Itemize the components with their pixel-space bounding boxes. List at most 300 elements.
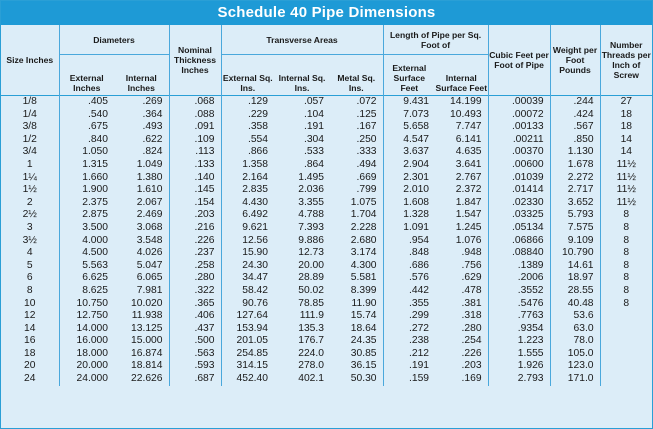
cell-external-in: 12.750	[59, 310, 114, 323]
cell-weight: 123.0	[550, 360, 600, 373]
cell-internal-surface: 1.076	[455, 234, 482, 246]
cell-size: 1½	[22, 184, 37, 196]
cell-internal-in: .364	[142, 108, 163, 120]
cell-size: 2	[26, 196, 33, 208]
cell-thickness: .154	[169, 197, 221, 210]
cell-external-in: .540	[59, 109, 114, 122]
cell-thickness: .365	[169, 298, 221, 311]
cell-thickness: .258	[169, 260, 221, 273]
cell-thickness: .226	[169, 235, 221, 248]
cell-cubic-feet: .00133	[488, 121, 550, 134]
header-external-surface: External Surface Feet	[383, 55, 435, 96]
cell-external-in: 18.000	[59, 348, 114, 361]
cell-cubic-feet: .00211	[488, 134, 550, 147]
cell-weight: 5.793	[550, 209, 600, 222]
cell-internal-in: 2.067	[136, 196, 163, 208]
table-row	[1, 134, 652, 147]
table-row	[1, 172, 652, 185]
pipe-dimensions-table	[1, 25, 652, 386]
cell-internal-sq: 402.1	[298, 373, 324, 385]
cell-internal-in: 1.380	[136, 171, 163, 183]
cell-external-surface: .576	[383, 272, 435, 285]
cell-external-in: 5.563	[59, 260, 114, 273]
cell-weight: .850	[550, 134, 600, 147]
cell-metal-sq: 36.15	[350, 360, 377, 372]
cell-metal-sq: .799	[356, 184, 377, 196]
cell-metal-sq: 3.174	[350, 247, 377, 259]
cell-thickness: .113	[169, 146, 221, 159]
cell-cubic-feet: .06866	[488, 235, 550, 248]
cell-internal-surface: .948	[461, 247, 482, 259]
cell-threads: 18	[600, 109, 652, 122]
cell-external-sq: 24.30	[221, 260, 274, 273]
cell-size: 1/8	[22, 96, 37, 107]
cell-internal-in: 18.814	[131, 360, 163, 372]
table-row	[1, 222, 652, 235]
cell-external-surface: 5.658	[383, 121, 435, 134]
cell-thickness: .203	[169, 209, 221, 222]
cell-thickness: .280	[169, 272, 221, 285]
cell-weight: 171.0	[550, 373, 600, 386]
cell-cubic-feet: .9354	[488, 323, 550, 336]
table-row	[1, 323, 652, 336]
cell-internal-in: 6.065	[136, 272, 163, 284]
cell-internal-sq: 4.788	[298, 209, 324, 221]
cell-size: 24	[24, 373, 36, 385]
cell-internal-surface: .478	[461, 284, 482, 296]
cell-external-sq: 34.47	[221, 272, 274, 285]
cell-external-surface: 2.904	[383, 159, 435, 172]
cell-threads	[600, 373, 652, 386]
table-row	[1, 360, 652, 373]
cell-external-in: 1.660	[59, 172, 114, 185]
cell-internal-sq: 2.036	[298, 184, 324, 196]
cell-weight: 105.0	[550, 348, 600, 361]
cell-external-surface: 1.091	[383, 222, 435, 235]
cell-size: 3/4	[22, 146, 37, 158]
cell-internal-surface: 3.641	[455, 158, 482, 170]
cell-external-in: 4.500	[59, 247, 114, 260]
header-metal-sq: Metal Sq. Ins.	[337, 73, 376, 93]
cell-external-in: 24.000	[59, 373, 114, 386]
cell-internal-sq: 7.393	[298, 221, 324, 233]
header-external-inches: External Inches	[59, 55, 114, 96]
cell-cubic-feet: .2006	[488, 272, 550, 285]
cell-size: 5	[26, 259, 33, 271]
cell-external-in: .840	[59, 134, 114, 147]
cell-external-sq: 9.621	[221, 222, 274, 235]
cell-internal-in: .269	[142, 96, 163, 107]
header-external-sq: External Sq. Ins.	[221, 55, 274, 96]
header-nominal-thickness: Nominal Thickness Inches	[169, 25, 221, 96]
cell-internal-in: 5.047	[136, 259, 163, 271]
cell-weight: 10.790	[550, 247, 600, 260]
cell-thickness: .593	[169, 360, 221, 373]
cell-external-in: 8.625	[59, 285, 114, 298]
cell-internal-in: 11.938	[131, 310, 163, 322]
cell-size: 6	[26, 272, 33, 284]
cell-threads	[600, 348, 652, 361]
header-transverse-areas: Transverse Areas	[221, 25, 383, 55]
cell-size: 1¼	[22, 171, 37, 183]
table-row	[1, 96, 652, 109]
cell-threads: 8	[600, 209, 652, 222]
cell-internal-sq: 135.3	[298, 322, 324, 334]
cell-thickness: .133	[169, 159, 221, 172]
cell-weight: 53.6	[550, 310, 600, 323]
cell-internal-in: .824	[142, 146, 163, 158]
cell-thickness: .406	[169, 310, 221, 323]
cell-external-sq: 15.90	[221, 247, 274, 260]
cell-cubic-feet: .02330	[488, 197, 550, 210]
cell-external-sq: 1.358	[221, 159, 274, 172]
cell-cubic-feet: .08840	[488, 247, 550, 260]
cell-external-sq: .358	[221, 121, 274, 134]
cell-external-sq: .229	[221, 109, 274, 122]
cell-weight: 18.97	[550, 272, 600, 285]
cell-internal-surface: 1.847	[455, 196, 482, 208]
cell-external-surface: 9.431	[383, 96, 435, 109]
cell-external-sq: 90.76	[221, 298, 274, 311]
cell-external-sq: 6.492	[221, 209, 274, 222]
cell-thickness: .500	[169, 335, 221, 348]
cell-size: 20	[24, 360, 36, 372]
cell-internal-in: 22.626	[131, 373, 163, 385]
cell-internal-in: 13.125	[131, 322, 163, 334]
cell-threads: 8	[600, 260, 652, 273]
cell-threads: 14	[600, 134, 652, 147]
cell-metal-sq: 2.680	[350, 234, 377, 246]
cell-threads: 8	[600, 272, 652, 285]
cell-metal-sq: .494	[356, 158, 377, 170]
cell-internal-sq: 1.495	[298, 171, 324, 183]
cell-internal-sq: 176.7	[298, 335, 324, 347]
cell-threads: 11½	[600, 184, 652, 197]
cell-internal-surface: 7.747	[455, 121, 482, 133]
cell-threads: 18	[600, 121, 652, 134]
cell-internal-sq: 28.89	[298, 272, 324, 284]
cell-external-surface: 4.547	[383, 134, 435, 147]
cell-external-surface: .686	[383, 260, 435, 273]
cell-external-surface: 7.073	[383, 109, 435, 122]
cell-thickness: .140	[169, 172, 221, 185]
cell-cubic-feet: .01039	[488, 172, 550, 185]
cell-threads: 8	[600, 298, 652, 311]
cell-cubic-feet: .00039	[488, 96, 550, 109]
table-row	[1, 159, 652, 172]
cell-thickness: .145	[169, 184, 221, 197]
cell-metal-sq: 1.075	[350, 196, 377, 208]
cell-internal-sq: 78.85	[298, 297, 324, 309]
cell-cubic-feet: .1389	[488, 260, 550, 273]
cell-metal-sq: 15.74	[350, 310, 377, 322]
cell-external-in: 2.875	[59, 209, 114, 222]
cell-external-sq: 314.15	[221, 360, 274, 373]
cell-external-in: .675	[59, 121, 114, 134]
cell-metal-sq: 5.581	[350, 272, 377, 284]
cell-external-sq: 254.85	[221, 348, 274, 361]
cell-external-sq: 201.05	[221, 335, 274, 348]
cell-thickness: .088	[169, 109, 221, 122]
cell-threads	[600, 310, 652, 323]
cell-internal-surface: 1.547	[455, 209, 482, 221]
cell-cubic-feet: .03325	[488, 209, 550, 222]
cell-cubic-feet: 1.223	[488, 335, 550, 348]
table-row	[1, 184, 652, 197]
cell-threads	[600, 360, 652, 373]
cell-thickness: .322	[169, 285, 221, 298]
header-length-group: Length of Pipe per Sq. Foot of	[383, 25, 488, 55]
cell-external-sq: 2.835	[221, 184, 274, 197]
cell-external-surface: .191	[383, 360, 435, 373]
table-row	[1, 247, 652, 260]
cell-size: 1	[26, 158, 33, 170]
cell-external-surface: .159	[383, 373, 435, 386]
cell-external-surface: .272	[383, 323, 435, 336]
cell-metal-sq: 18.64	[350, 322, 377, 334]
cell-internal-sq: .057	[303, 96, 324, 107]
cell-external-surface: .299	[383, 310, 435, 323]
cell-external-in: 1.900	[59, 184, 114, 197]
cell-internal-in: 2.469	[136, 209, 163, 221]
cell-cubic-feet: .5476	[488, 298, 550, 311]
cell-thickness: .091	[169, 121, 221, 134]
cell-size: 8	[26, 284, 33, 296]
cell-internal-surface: .254	[461, 335, 482, 347]
cell-external-sq: 4.430	[221, 197, 274, 210]
cell-external-in: 6.625	[59, 272, 114, 285]
table-row	[1, 109, 652, 122]
cell-external-sq: 2.164	[221, 172, 274, 185]
cell-external-in: 14.000	[59, 323, 114, 336]
cell-size: 1/4	[22, 108, 37, 120]
header-internal-sq: Internal Sq. Ins.	[278, 73, 326, 93]
cell-weight: .424	[550, 109, 600, 122]
cell-weight: 3.652	[550, 197, 600, 210]
cell-weight: 78.0	[550, 335, 600, 348]
cell-threads: 8	[600, 235, 652, 248]
header-internal-inches: Internal Inches	[125, 73, 157, 93]
cell-internal-sq: 9.886	[298, 234, 324, 246]
cell-metal-sq: 8.399	[350, 284, 377, 296]
table-row	[1, 310, 652, 323]
cell-metal-sq: 2.228	[350, 221, 377, 233]
cell-external-sq: 452.40	[221, 373, 274, 386]
cell-internal-surface: 14.199	[450, 96, 482, 107]
cell-internal-in: .622	[142, 133, 163, 145]
cell-external-sq: .866	[221, 146, 274, 159]
cell-threads: 8	[600, 247, 652, 260]
cell-cubic-feet: .7763	[488, 310, 550, 323]
cell-cubic-feet: .00072	[488, 109, 550, 122]
cell-weight: 1.678	[550, 159, 600, 172]
cell-metal-sq: .333	[356, 146, 377, 158]
cell-internal-in: 3.068	[136, 221, 163, 233]
cell-cubic-feet: 2.793	[488, 373, 550, 386]
cell-internal-sq: 111.9	[299, 310, 324, 322]
cell-thickness: .109	[169, 134, 221, 147]
cell-threads: 8	[600, 222, 652, 235]
cell-metal-sq: 11.90	[351, 297, 377, 309]
cell-metal-sq: 1.704	[350, 209, 377, 221]
cell-threads: 8	[600, 285, 652, 298]
cell-weight: 2.272	[550, 172, 600, 185]
cell-metal-sq: 4.300	[350, 259, 377, 271]
cell-external-sq: 127.64	[221, 310, 274, 323]
cell-threads: 11½	[600, 159, 652, 172]
cell-internal-surface: .756	[461, 259, 482, 271]
cell-external-sq: .129	[221, 96, 274, 109]
cell-external-surface: .212	[383, 348, 435, 361]
cell-internal-surface: 4.635	[455, 146, 482, 158]
table-row	[1, 235, 652, 248]
cell-threads: 27	[600, 96, 652, 109]
cell-internal-sq: .191	[303, 121, 324, 133]
cell-weight: 28.55	[550, 285, 600, 298]
cell-external-in: 3.500	[59, 222, 114, 235]
cell-weight: 2.717	[550, 184, 600, 197]
cell-external-sq: 58.42	[221, 285, 274, 298]
header-diameters: Diameters	[59, 25, 169, 55]
cell-metal-sq: 24.35	[350, 335, 377, 347]
header-weight: Weight per Foot Pounds	[550, 25, 600, 96]
cell-internal-in: 4.026	[136, 247, 163, 259]
header-cubic-feet: Cubic Feet per Foot of Pipe	[488, 25, 550, 96]
cell-weight: 63.0	[550, 323, 600, 336]
table-row	[1, 121, 652, 134]
cell-external-surface: 2.301	[383, 172, 435, 185]
cell-external-surface: .238	[383, 335, 435, 348]
cell-external-in: 1.315	[59, 159, 114, 172]
cell-internal-surface: 2.767	[455, 171, 482, 183]
cell-internal-in: 16.874	[131, 347, 163, 359]
table-row	[1, 285, 652, 298]
cell-cubic-feet: .3552	[488, 285, 550, 298]
cell-external-sq: .554	[221, 134, 274, 147]
table-row	[1, 373, 652, 386]
cell-external-in: 16.000	[59, 335, 114, 348]
cell-internal-surface: .629	[461, 272, 482, 284]
cell-cubic-feet: 1.555	[488, 348, 550, 361]
table-title: Schedule 40 Pipe Dimensions	[1, 1, 652, 25]
cell-internal-in: 1.610	[136, 184, 163, 196]
cell-threads: 11½	[600, 172, 652, 185]
cell-internal-sq: .864	[303, 158, 324, 170]
table-body	[1, 96, 652, 386]
cell-external-surface: .954	[383, 235, 435, 248]
header-threads: Number Threads per Inch of Screw	[600, 25, 652, 96]
table-row	[1, 209, 652, 222]
table-row	[1, 272, 652, 285]
cell-external-in: 10.750	[59, 298, 114, 311]
cell-internal-sq: 278.0	[298, 360, 324, 372]
cell-size: 3½	[22, 234, 37, 246]
cell-internal-surface: .169	[461, 373, 482, 385]
cell-internal-sq: .104	[303, 108, 324, 120]
cell-cubic-feet: .00370	[488, 146, 550, 159]
cell-internal-sq: 12.73	[298, 247, 324, 259]
cell-size: 14	[24, 322, 36, 334]
cell-internal-sq: 20.00	[298, 259, 324, 271]
cell-internal-in: 7.981	[136, 284, 163, 296]
cell-cubic-feet: .00600	[488, 159, 550, 172]
cell-external-in: 4.000	[59, 235, 114, 248]
cell-internal-surface: 10.493	[450, 108, 482, 120]
cell-metal-sq: .167	[356, 121, 377, 133]
cell-size: 3	[26, 221, 33, 233]
cell-size: 2½	[22, 209, 37, 221]
cell-internal-in: .493	[142, 121, 163, 133]
cell-external-surface: .442	[383, 285, 435, 298]
cell-weight: 40.48	[550, 298, 600, 311]
table-row	[1, 298, 652, 311]
cell-metal-sq: 50.30	[350, 373, 377, 385]
cell-metal-sq: .669	[356, 171, 377, 183]
cell-threads	[600, 323, 652, 336]
cell-thickness: .687	[169, 373, 221, 386]
cell-metal-sq: 30.85	[350, 347, 377, 359]
table-row	[1, 146, 652, 159]
cell-external-sq: 153.94	[221, 323, 274, 336]
cell-thickness: .563	[169, 348, 221, 361]
cell-external-surface: .848	[383, 247, 435, 260]
cell-metal-sq: .250	[356, 133, 377, 145]
cell-external-in: 20.000	[59, 360, 114, 373]
cell-external-in: .405	[59, 96, 114, 109]
cell-external-surface: .355	[383, 298, 435, 311]
cell-metal-sq: .125	[356, 108, 377, 120]
cell-weight: 7.575	[550, 222, 600, 235]
cell-internal-surface: 2.372	[455, 184, 482, 196]
header-size: Size Inches	[6, 55, 54, 65]
cell-size: 10	[24, 297, 36, 309]
cell-thickness: .068	[169, 96, 221, 109]
cell-internal-in: 1.049	[136, 158, 163, 170]
table-row	[1, 260, 652, 273]
cell-size: 3/8	[22, 121, 37, 133]
cell-internal-surface: .203	[461, 360, 482, 372]
cell-cubic-feet: 1.926	[488, 360, 550, 373]
cell-weight: .244	[550, 96, 600, 109]
cell-threads: 11½	[600, 197, 652, 210]
header-internal-surface: Internal Surface Feet	[435, 73, 488, 93]
table-row	[1, 335, 652, 348]
cell-weight: .567	[550, 121, 600, 134]
cell-cubic-feet: .05134	[488, 222, 550, 235]
cell-weight: 14.61	[550, 260, 600, 273]
cell-internal-surface: .381	[461, 297, 482, 309]
cell-weight: 1.130	[550, 146, 600, 159]
cell-external-surface: 1.328	[383, 209, 435, 222]
cell-size: 4	[26, 247, 33, 259]
cell-internal-sq: .533	[303, 146, 324, 158]
cell-size: 18	[24, 347, 36, 359]
cell-internal-in: 3.548	[136, 234, 163, 246]
cell-cubic-feet: .01414	[488, 184, 550, 197]
cell-internal-sq: 50.02	[298, 284, 324, 296]
cell-external-surface: 1.608	[383, 197, 435, 210]
cell-size: 16	[24, 335, 36, 347]
cell-size: 12	[24, 310, 36, 322]
cell-external-surface: 2.010	[383, 184, 435, 197]
cell-external-sq: 12.56	[221, 235, 274, 248]
cell-internal-sq: 224.0	[298, 347, 324, 359]
cell-internal-surface: .226	[461, 347, 482, 359]
cell-internal-sq: .304	[303, 133, 324, 145]
cell-thickness: .237	[169, 247, 221, 260]
cell-thickness: .216	[169, 222, 221, 235]
cell-thickness: .437	[169, 323, 221, 336]
